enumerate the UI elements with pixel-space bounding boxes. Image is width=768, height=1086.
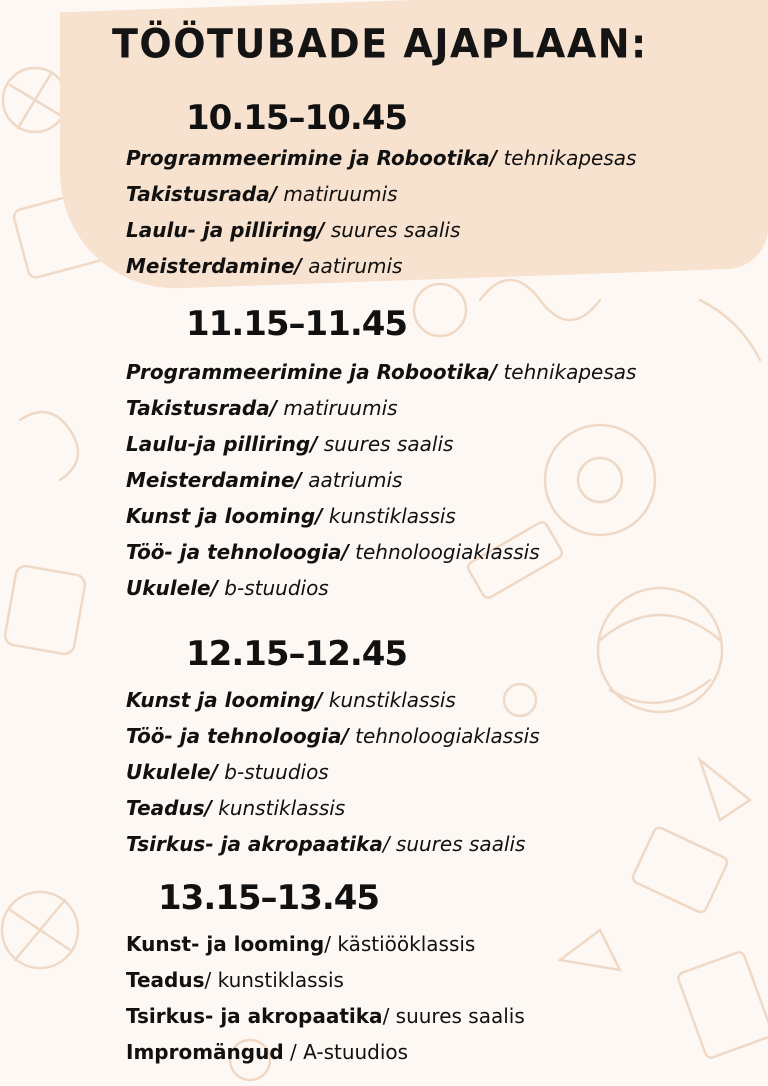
workshop-room: / suures saalis [382,1004,525,1028]
list-item [126,576,329,600]
workshop-name: Programmeerimine ja Robootika/ [126,146,498,170]
workshop-room: / kästiööklassis [324,932,476,956]
list-item [126,432,453,456]
workshop-name: Programmeerimine ja Robootika/ [126,360,498,384]
slot-time: 11.15–11.45 [186,304,408,344]
list-item [126,540,540,564]
workshop-room: b-stuudios [217,760,329,784]
workshop-name: Impromängud [126,1040,284,1064]
list-item [126,724,540,748]
list-item [126,932,475,956]
workshop-name: Takistusrada/ [126,182,278,206]
workshop-room: / suures saalis [382,832,526,856]
workshop-room: tehnoloogiaklassis [348,540,540,564]
list-item [126,1004,525,1028]
workshop-name: Töö- ja tehnoloogia/ [126,724,349,748]
list-item [126,504,456,528]
workshop-name: Meisterdamine/ [126,254,302,278]
workshop-name: Kunst- ja looming [126,932,325,956]
workshop-room: kunstiklassis [322,688,456,712]
workshop-name: Tsirkus- ja akropaatika [126,832,383,856]
list-item [126,254,402,278]
workshop-name: Teadus [126,968,205,992]
list-item [126,1040,408,1064]
workshop-room: / kunstiklassis [204,968,344,992]
list-item [126,218,460,242]
workshop-room: kunstiklassis [211,796,346,820]
workshop-name: Ukulele/ [126,760,218,784]
list-item [126,688,456,712]
workshop-room: matiruumis [277,182,398,206]
workshop-room: kunstiklassis [322,504,456,528]
slot-time: 10.15–10.45 [186,98,408,138]
list-item [126,468,402,492]
workshop-name: Laulu-ja pilliring/ [126,432,318,456]
workshop-room: aatirumis [301,254,403,278]
workshop-room: / A-stuudios [283,1040,409,1064]
list-item [126,968,344,992]
workshop-room: tehnoloogiaklassis [348,724,540,748]
workshop-room: tehnikapesas [497,360,637,384]
workshop-name: Meisterdamine/ [126,468,302,492]
workshop-name: Ukulele/ [126,576,218,600]
list-item [126,146,636,170]
list-item [126,760,329,784]
workshop-name: Tsirkus- ja akropaatika [126,1004,383,1028]
list-item [126,796,345,820]
workshop-room: suures saalis [317,432,454,456]
list-item [126,360,636,384]
workshop-name: Kunst ja looming/ [126,504,323,528]
workshop-room: suures saalis [324,218,461,242]
slot-time: 12.15–12.45 [186,634,408,674]
page-title: TÖÖTUBADE AJAPLAAN: [112,20,648,68]
workshop-room: tehnikapesas [497,146,637,170]
list-item [126,832,525,856]
workshop-name: Takistusrada/ [126,396,278,420]
workshop-name: Kunst ja looming/ [126,688,323,712]
workshop-name: Teadus/ [126,796,212,820]
list-item [126,182,398,206]
workshop-room: b-stuudios [217,576,329,600]
workshop-room: matiruumis [277,396,398,420]
workshop-room: aatriumis [301,468,403,492]
workshop-name: Laulu- ja pilliring/ [126,218,325,242]
slot-time: 13.15–13.45 [158,878,380,918]
workshop-name: Töö- ja tehnoloogia/ [126,540,349,564]
list-item [126,396,398,420]
